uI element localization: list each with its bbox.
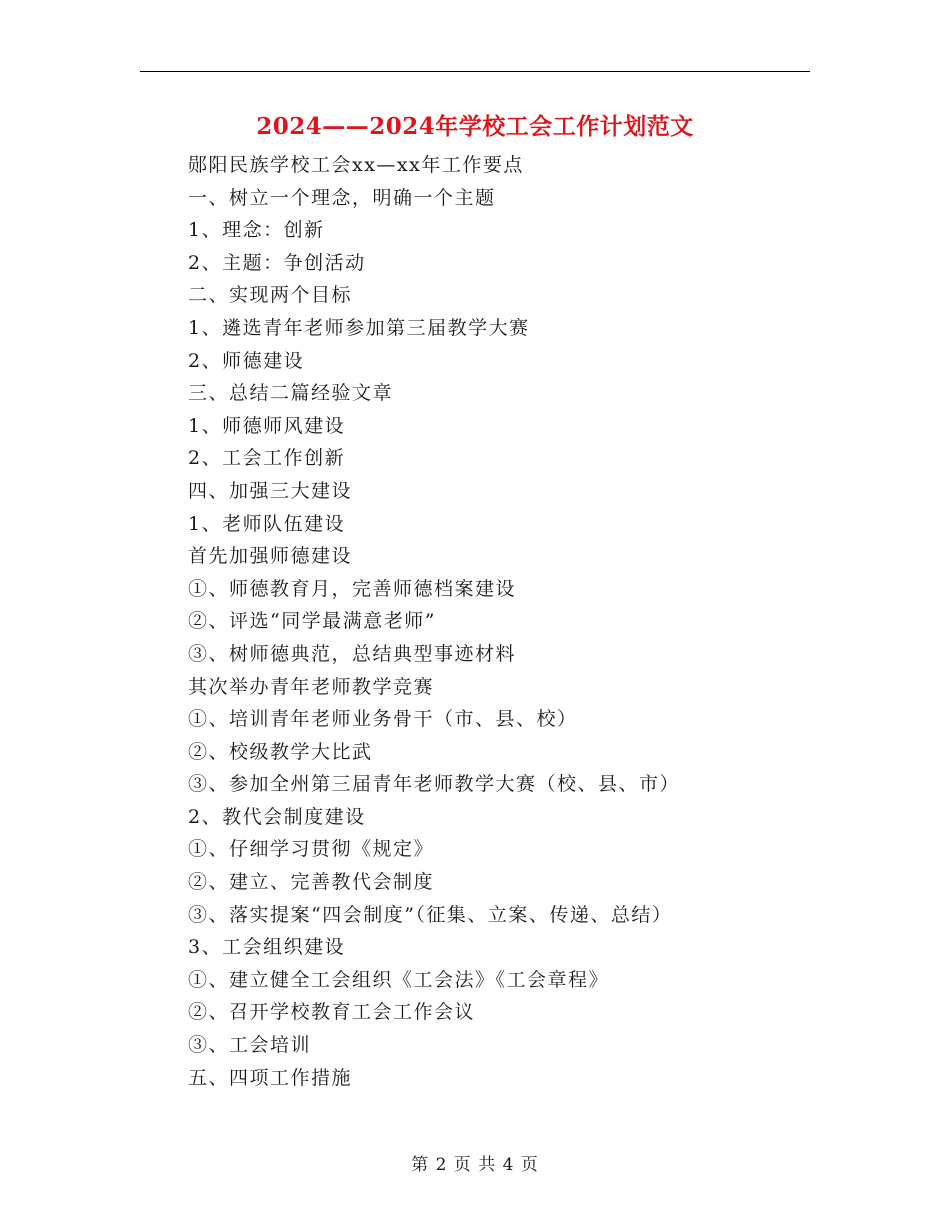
body-line: 2、教代会制度建设 xyxy=(188,805,366,828)
body-line: 五、四项工作措施 xyxy=(188,1066,353,1089)
body-line: ②、校级教学大比武 xyxy=(188,740,373,763)
body-line: 1、理念：创新 xyxy=(188,219,325,242)
body-line: 其次举办青年老师教学竞赛 xyxy=(188,675,435,698)
body-line: 2、师德建设 xyxy=(188,349,305,372)
body-line: 三、总结二篇经验文章 xyxy=(188,382,394,405)
body-line: 2、工会工作创新 xyxy=(188,447,346,470)
body-line: ①、仔细学习贯彻《规定》 xyxy=(188,838,435,861)
body-line: ②、评选“同学最满意老师” xyxy=(188,610,436,633)
body-line: ③、工会培训 xyxy=(188,1034,312,1057)
body-line: ②、建立、完善教代会制度 xyxy=(188,871,435,894)
body-line: 四、加强三大建设 xyxy=(188,479,353,502)
body-line: ①、师德教育月，完善师德档案建设 xyxy=(188,577,517,600)
document-body xyxy=(188,149,828,1094)
body-line: 1、遴选青年老师参加第三届教学大赛 xyxy=(188,316,530,339)
body-line: 2、主题：争创活动 xyxy=(188,251,366,274)
body-line: ③、落实提案“四会制度”（征集、立案、传递、总结） xyxy=(188,903,673,926)
body-line: 首先加强师德建设 xyxy=(188,545,353,568)
header-rule xyxy=(140,71,810,72)
page-number-footer: 第 2 页 共 4 页 xyxy=(411,1155,539,1175)
body-line: ③、参加全州第三届青年老师教学大赛（校、县、市） xyxy=(188,773,681,796)
document-title: 2024——2024年学校工会工作计划范文 xyxy=(256,113,694,140)
body-line: 郧阳民族学校工会xx—xx年工作要点 xyxy=(188,154,524,176)
body-line: ②、召开学校教育工会工作会议 xyxy=(188,1001,476,1024)
body-line: ①、培训青年老师业务骨干（市、县、校） xyxy=(188,708,578,731)
body-line: ①、建立健全工会组织《工会法》《工会章程》 xyxy=(188,968,610,991)
body-line: 一、树立一个理念，明确一个主题 xyxy=(188,186,496,209)
body-line: ③、树师德典范，总结典型事迹材料 xyxy=(188,642,517,665)
body-line: 3、工会组织建设 xyxy=(188,936,346,959)
body-line: 1、师德师风建设 xyxy=(188,414,346,437)
body-line: 二、实现两个目标 xyxy=(188,284,353,307)
body-line: 1、老师队伍建设 xyxy=(188,512,346,535)
